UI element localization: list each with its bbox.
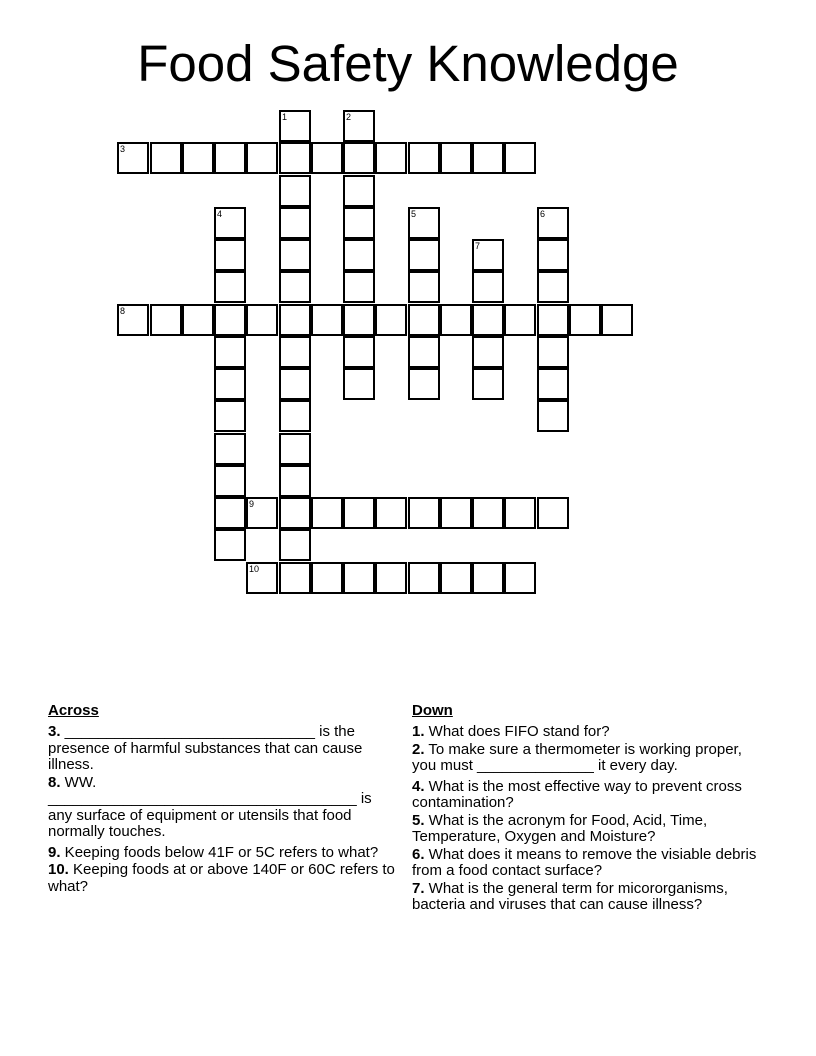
- clue-number-label: 10: [249, 564, 260, 574]
- grid-cell[interactable]: [343, 336, 375, 368]
- grid-cell[interactable]: [440, 304, 472, 336]
- grid-cell[interactable]: [279, 239, 311, 271]
- grid-cell[interactable]: [472, 562, 504, 594]
- grid-cell[interactable]: [279, 110, 311, 142]
- grid-cell[interactable]: [343, 304, 375, 336]
- grid-cell[interactable]: [408, 304, 440, 336]
- grid-cell[interactable]: [408, 142, 440, 174]
- clue-number: 1.: [412, 723, 425, 740]
- across-clue-10: [48, 862, 400, 895]
- down-clue-1: [412, 724, 768, 741]
- grid-cell[interactable]: [214, 304, 246, 336]
- down-clue-4: [412, 779, 768, 812]
- down-clue-5: [412, 813, 768, 846]
- grid-cell[interactable]: [440, 497, 472, 529]
- grid-cell[interactable]: [150, 304, 182, 336]
- grid-cell[interactable]: [343, 142, 375, 174]
- down-clue-6: [412, 847, 768, 880]
- clue-number-label: 9: [249, 499, 255, 509]
- clue-number-label: 6: [540, 209, 546, 219]
- grid-cell[interactable]: [408, 207, 440, 239]
- grid-cell[interactable]: [504, 497, 536, 529]
- grid-cell[interactable]: [472, 271, 504, 303]
- grid-cell[interactable]: [343, 271, 375, 303]
- grid-cell[interactable]: [150, 142, 182, 174]
- clue-text: What is the most effective way to prevent cross contamination?: [412, 777, 742, 811]
- grid-cell[interactable]: [472, 368, 504, 400]
- grid-cell[interactable]: [214, 336, 246, 368]
- clue-number-label: 2: [346, 112, 352, 122]
- grid-cell[interactable]: [537, 368, 569, 400]
- grid-cell[interactable]: [343, 110, 375, 142]
- grid-cell[interactable]: [279, 336, 311, 368]
- clue-text: What does FIFO stand for?: [424, 723, 610, 740]
- grid-cell[interactable]: [182, 142, 214, 174]
- down-heading: Down: [412, 702, 453, 719]
- grid-cell[interactable]: [472, 497, 504, 529]
- grid-cell[interactable]: [408, 336, 440, 368]
- grid-cell[interactable]: [279, 562, 311, 594]
- grid-cell[interactable]: [472, 336, 504, 368]
- grid-cell[interactable]: [279, 142, 311, 174]
- clue-number: 4.: [412, 777, 425, 795]
- grid-cell[interactable]: [537, 239, 569, 271]
- grid-cell[interactable]: [537, 304, 569, 336]
- grid-cell[interactable]: [246, 562, 278, 594]
- grid-cell[interactable]: [504, 562, 536, 594]
- grid-cell[interactable]: [117, 142, 149, 174]
- grid-cell[interactable]: [375, 497, 407, 529]
- grid-cell[interactable]: [537, 271, 569, 303]
- grid-cell[interactable]: [246, 304, 278, 336]
- grid-cell[interactable]: [214, 207, 246, 239]
- grid-cell[interactable]: [279, 433, 311, 465]
- clue-text: ______________________________ is the presence of harmful substances that can cause illness.: [48, 723, 363, 773]
- clue-text: What is the general term for micororganisms, bacteria and viruses that can cause illness?: [412, 879, 728, 913]
- across-clue-9: [48, 845, 400, 862]
- clue-text: What is the acronym for Food, Acid, Time, Temperature, Oxygen and Moisture?: [412, 811, 708, 845]
- grid-cell[interactable]: [214, 271, 246, 303]
- clue-number: 10.: [48, 861, 69, 878]
- grid-cell[interactable]: [279, 497, 311, 529]
- clue-text: What does it means to remove the visiable debris from a food contact surface?: [412, 845, 757, 879]
- grid-cell[interactable]: [343, 175, 375, 207]
- grid-cell[interactable]: [214, 142, 246, 174]
- grid-cell[interactable]: [343, 207, 375, 239]
- grid-cell[interactable]: [408, 271, 440, 303]
- clue-number: 2.: [412, 740, 425, 758]
- grid-cell[interactable]: [214, 497, 246, 529]
- grid-cell[interactable]: [214, 529, 246, 561]
- grid-cell[interactable]: [408, 368, 440, 400]
- grid-cell[interactable]: [214, 465, 246, 497]
- grid-cell[interactable]: [472, 304, 504, 336]
- grid-cell[interactable]: [408, 239, 440, 271]
- across-heading: Across: [48, 702, 99, 719]
- grid-cell[interactable]: [343, 368, 375, 400]
- grid-cell[interactable]: [279, 529, 311, 561]
- grid-cell[interactable]: [182, 304, 214, 336]
- clue-text: To make sure a thermometer is working proper, you must ______________ it every day.: [412, 740, 742, 774]
- grid-cell[interactable]: [375, 304, 407, 336]
- grid-cell[interactable]: [440, 562, 472, 594]
- grid-cell[interactable]: [537, 400, 569, 432]
- grid-cell[interactable]: [537, 497, 569, 529]
- grid-cell[interactable]: [504, 304, 536, 336]
- down-clue-2: [412, 742, 768, 775]
- down-clues: [412, 702, 768, 915]
- grid-cell[interactable]: [214, 368, 246, 400]
- grid-cell[interactable]: [569, 304, 601, 336]
- grid-cell[interactable]: [311, 497, 343, 529]
- clue-number: 6.: [412, 845, 425, 863]
- grid-cell[interactable]: [311, 304, 343, 336]
- grid-cell[interactable]: [279, 400, 311, 432]
- clue-number-label: 8: [120, 306, 126, 316]
- clue-text: WW. _____________________________________ is any surface of equipment or utensils that food normally touches.: [48, 773, 372, 840]
- grid-cell[interactable]: [472, 239, 504, 271]
- clue-number-label: 5: [411, 209, 417, 219]
- grid-cell[interactable]: [375, 562, 407, 594]
- grid-cell[interactable]: [537, 336, 569, 368]
- grid-cell[interactable]: [279, 271, 311, 303]
- clue-number: 5.: [412, 811, 425, 829]
- grid-cell[interactable]: [214, 400, 246, 432]
- grid-cell[interactable]: [537, 207, 569, 239]
- clue-text: Keeping foods at or above 140F or 60C refers to what?: [48, 861, 395, 895]
- clue-number-label: 7: [475, 241, 481, 251]
- clue-number-label: 3: [120, 144, 126, 154]
- grid-cell[interactable]: [246, 497, 278, 529]
- grid-cell[interactable]: [601, 304, 633, 336]
- grid-cell[interactable]: [279, 175, 311, 207]
- grid-cell[interactable]: [279, 304, 311, 336]
- grid-cell[interactable]: [472, 142, 504, 174]
- grid-cell[interactable]: [408, 562, 440, 594]
- clue-number: 3.: [48, 723, 61, 740]
- grid-cell[interactable]: [408, 497, 440, 529]
- across-clue-8: [48, 775, 400, 841]
- clue-number: 8.: [48, 773, 61, 791]
- grid-cell[interactable]: [343, 497, 375, 529]
- grid-cell[interactable]: [214, 239, 246, 271]
- page-title: Food Safety Knowledge: [137, 35, 679, 92]
- grid-cell[interactable]: [279, 207, 311, 239]
- clue-number: 9.: [48, 843, 61, 861]
- clue-number-label: 4: [217, 209, 223, 219]
- clue-text: Keeping foods below 41F or 5C refers to what?: [60, 843, 379, 861]
- grid-cell[interactable]: [440, 142, 472, 174]
- grid-cell[interactable]: [311, 562, 343, 594]
- clue-number: 7.: [412, 879, 425, 897]
- down-clue-7: [412, 881, 768, 914]
- grid-cell[interactable]: [343, 239, 375, 271]
- grid-cell[interactable]: [117, 304, 149, 336]
- grid-cell[interactable]: [343, 562, 375, 594]
- across-clue-3: [48, 724, 400, 774]
- across-clues: [48, 702, 400, 896]
- clue-number-label: 1: [282, 112, 288, 122]
- grid-cell[interactable]: [214, 433, 246, 465]
- grid-cell[interactable]: [279, 368, 311, 400]
- grid-cell[interactable]: [246, 142, 278, 174]
- grid-cell[interactable]: [504, 142, 536, 174]
- grid-cell[interactable]: [311, 142, 343, 174]
- grid-cell[interactable]: [279, 465, 311, 497]
- grid-cell[interactable]: [375, 142, 407, 174]
